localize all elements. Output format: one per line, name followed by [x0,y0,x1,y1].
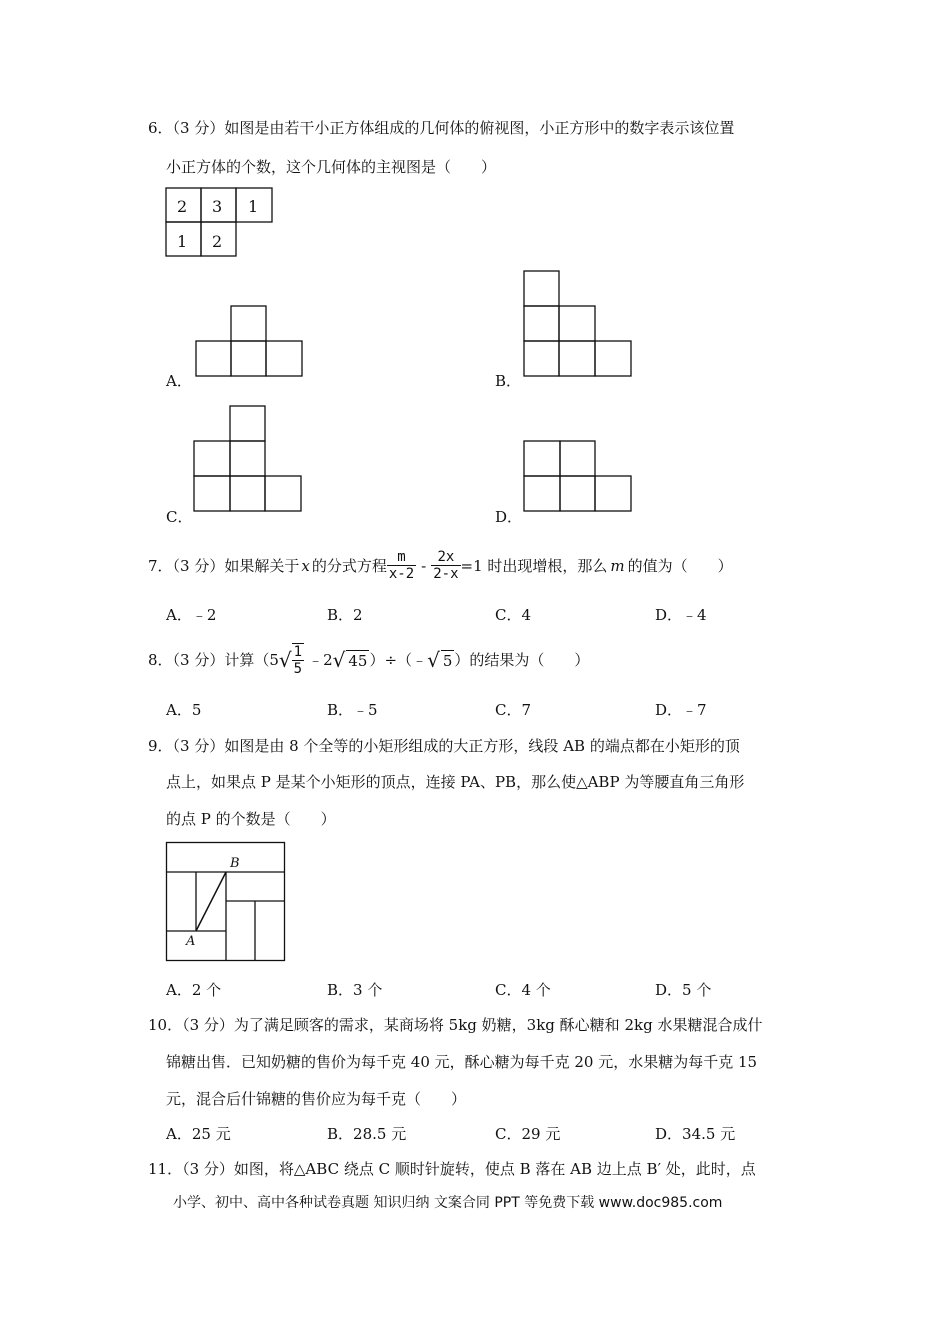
denominator: 5 [293,661,303,677]
var-m: m [610,556,625,575]
q8-option-b[interactable]: B．﹣5 [327,701,378,719]
sqrt-symbol: √ [278,648,292,672]
grid-cell: 2 [212,232,223,251]
radicand: 5 [442,651,453,670]
fraction [387,549,416,582]
q8-suffix: ）的结果为（ ） [454,651,590,669]
q7-stem [148,549,733,582]
q9-option-a[interactable]: A．2 个 [166,981,222,999]
q10-line3: 元，混合后什锦糖的售价应为每千克（ ） [166,1090,467,1108]
q10-option-b[interactable]: B．28.5 元 [327,1125,407,1143]
q10-line1: 10．（3 分）为了满足顾客的需求，某商场将 5kg 奶糖，3kg 酥心糖和 2kg 水果糖混合成什 [148,1016,763,1034]
point-a-label: A [186,934,196,949]
q6-option-d-figure [523,440,635,514]
q9-option-b[interactable]: B．3 个 [327,981,383,999]
grid-cell: 1 [248,197,259,216]
q8-mid: ）÷（﹣ [369,651,428,669]
q7-option-b[interactable]: B．2 [327,606,363,624]
numerator: 2x [431,549,460,566]
minus-sign: - [421,556,427,575]
point-b-label: B [230,856,240,871]
q7-prefix: 7．（3 分）如果解关于 [148,556,300,575]
q11-line1: 11．（3 分）如图，将△ABC 绕点 C 顺时针旋转，使点 B 落在 AB 边上点 B′ 处，此时，点 [148,1160,756,1178]
q6-option-b[interactable]: B． [495,372,522,390]
numerator: m [387,549,416,566]
radicand: 45 [348,651,368,670]
q8-stem [148,643,589,677]
q6-line1: 6．（3 分）如图是由若干小正方体组成的几何体的俯视图，小正方形中的数字表示该位置 [148,119,735,137]
denominator: x-2 [388,566,415,582]
q7-mid: 的分式方程 [311,556,387,575]
q10-option-a[interactable]: A．25 元 [166,1125,231,1143]
grid-cell: 3 [212,197,223,216]
q9-line3: 的点 P 的个数是（ ） [166,810,336,828]
q6-option-c[interactable]: C． [166,508,193,526]
fraction [431,549,460,582]
q9-line1: 9．（3 分）如图是由 8 个全等的小矩形组成的大正方形，线段 AB 的端点都在小矩形的顶 [148,737,740,755]
numerator: 1 [293,644,303,660]
var-x: x [301,556,310,575]
q8-prefix: 8．（3 分）计算（5 [148,651,279,669]
q7-suffix2: 的值为（ ） [627,556,733,575]
q10-line2: 锦糖出售．已知奶糖的售价为每千克 40 元，酥心糖为每千克 20 元，水果糖为每千克 15 [166,1053,758,1071]
q10-option-d[interactable]: D．34.5 元 [655,1125,736,1143]
q9-option-c[interactable]: C．4 个 [495,981,551,999]
q9-rectangle-figure [166,842,288,964]
q9-option-d[interactable]: D．5 个 [655,981,712,999]
q6-option-d[interactable]: D． [495,508,523,526]
q6-option-a-figure [195,305,305,379]
grid-cell: 2 [177,197,188,216]
denominator: 2-x [433,566,459,582]
sqrt-symbol: √ [427,648,440,672]
q10-option-c[interactable]: C．29 元 [495,1125,561,1143]
q8-option-c[interactable]: C．7 [495,701,532,719]
q8-minus: ﹣2 [308,651,333,669]
q6-line2: 小正方体的个数，这个几何体的主视图是（ ） [166,158,497,176]
page-footer: 小学、初中、高中各种试卷真题 知识归纳 文案合同 PPT 等免费下载 www.doc985.com [173,1195,723,1211]
q7-suffix1: =1 时出现增根，那么 [460,556,608,575]
fraction [292,643,304,677]
q7-option-a[interactable]: A．﹣2 [166,606,217,624]
q6-option-b-figure [523,270,635,378]
q7-option-c[interactable]: C．4 [495,606,532,624]
q8-option-a[interactable]: A．5 [166,701,202,719]
q6-option-a[interactable]: A． [166,372,192,390]
q8-option-d[interactable]: D．﹣7 [655,701,707,719]
sqrt-symbol: √ [332,648,346,672]
q9-line2: 点上，如果点 P 是某个小矩形的顶点，连接 PA、PB，那么使△ABP 为等腰直角三角形 [166,773,745,791]
q6-option-c-figure [193,405,305,513]
grid-cell: 1 [177,232,188,251]
q7-option-d[interactable]: D．﹣4 [655,606,707,624]
